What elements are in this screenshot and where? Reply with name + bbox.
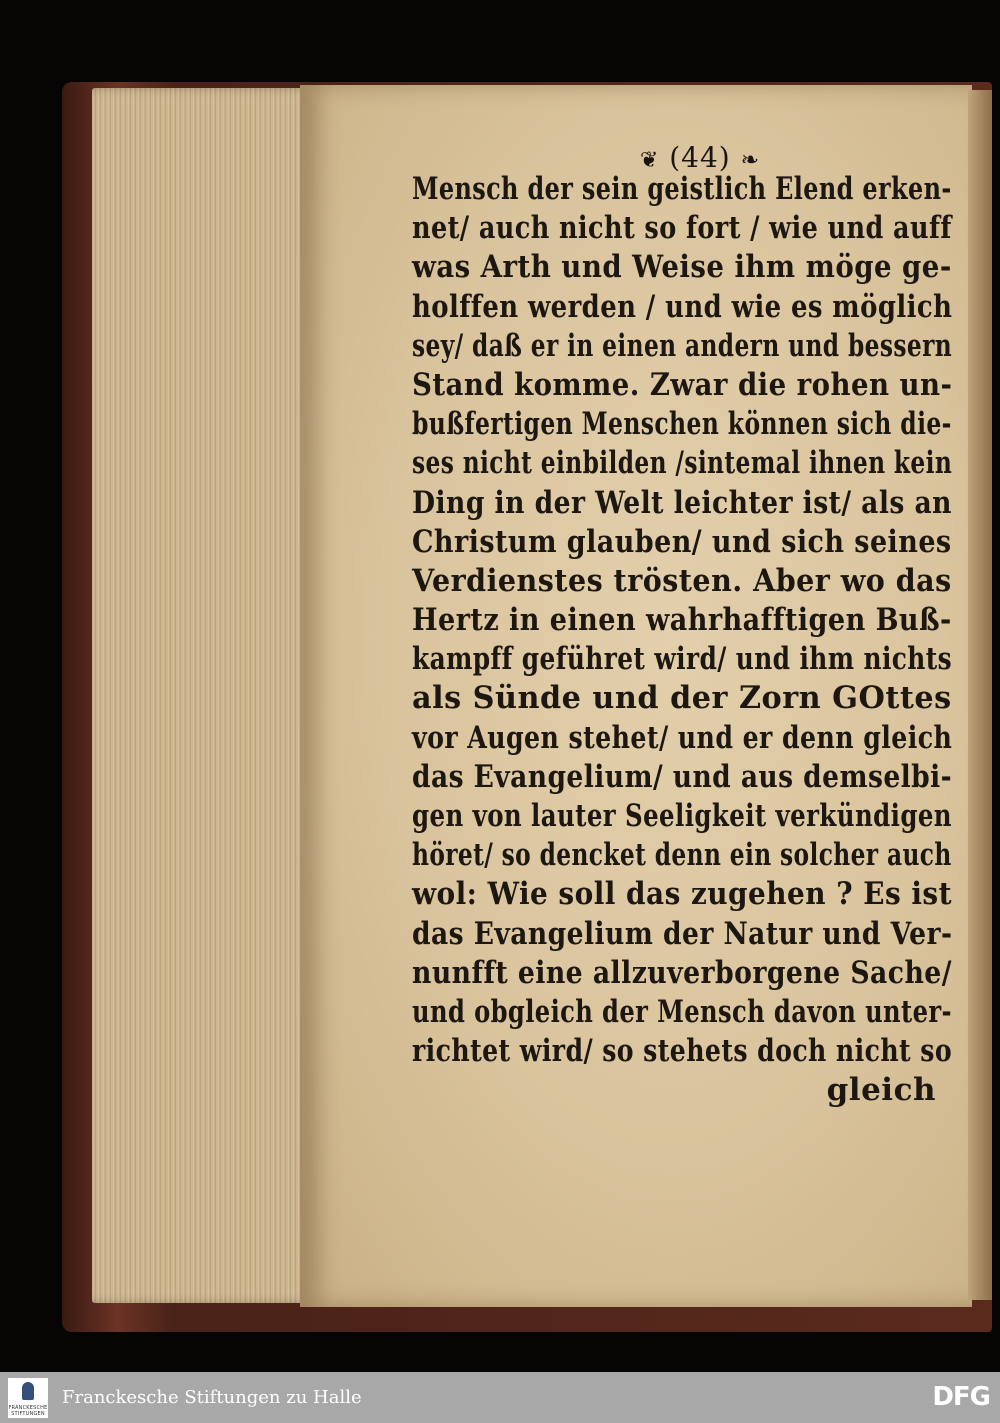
- text-line: was Arth und Weise ihm möge ge-: [412, 249, 952, 286]
- text-line: und obgleich der Mensch davon unter-: [412, 993, 952, 1030]
- text-line: Mensch der sein geistlich Elend erken-: [412, 171, 952, 207]
- page-number: (44): [669, 141, 731, 174]
- text-line: das Evangelium der Natur und Ver-: [412, 915, 953, 952]
- text-line: wol: Wie soll das zugehen ? Es ist: [412, 876, 952, 913]
- logo-caption: FRANCKESCHE STIFTUNGEN: [8, 1405, 48, 1417]
- catchword: gleich: [826, 1072, 936, 1109]
- text-line: Ding in der Welt leichter ist/ als an: [412, 484, 952, 521]
- text-line: Hertz in einen wahrhafftigen Buß-: [412, 602, 952, 639]
- text-line: als Sünde und der Zorn GOttes: [412, 680, 952, 717]
- text-line: gen von lauter Seeligkeit verkündigen: [412, 798, 952, 834]
- figure-icon: [22, 1382, 34, 1400]
- page-text: [412, 170, 972, 1111]
- text-line: holffen werden / und wie es möglich: [412, 288, 953, 325]
- text-line: kampff geführet wird/ und ihm nichts: [412, 641, 953, 678]
- text-line: Christum glauben/ und sich seines: [412, 523, 952, 560]
- institution-link[interactable]: Franckesche Stiftungen zu Halle: [62, 1387, 362, 1408]
- dfg-logo[interactable]: DFG: [932, 1382, 990, 1412]
- text-line: sey/ daß er in einen andern und bessern: [412, 327, 953, 364]
- franckesche-logo[interactable]: [8, 1378, 48, 1418]
- text-line: ses nicht einbilden /sintemal ihnen kein: [412, 445, 953, 482]
- text-line: richtet wird/ so stehets doch nicht so: [412, 1033, 953, 1070]
- ornament-left-icon: ❦: [639, 148, 660, 173]
- text-line: Verdienstes trösten. Aber wo das: [412, 562, 952, 599]
- text-line: das Evangelium/ und aus demselbi-: [412, 758, 953, 795]
- text-line: bußfertigen Menschen können sich die-: [412, 406, 952, 443]
- text-line: Stand komme. Zwar die rohen un-: [412, 366, 953, 403]
- ornament-right-icon: ❧: [740, 148, 761, 173]
- text-line: höret/ so dencket denn ein solcher auch: [412, 837, 952, 874]
- footer-bar: [0, 1372, 1000, 1423]
- text-line: nunfft eine allzuverborgene Sache/: [412, 954, 952, 991]
- text-line: net/ auch nicht so fort / wie und auff: [412, 210, 952, 247]
- text-line: vor Augen stehet/ und er denn gleich: [412, 719, 953, 756]
